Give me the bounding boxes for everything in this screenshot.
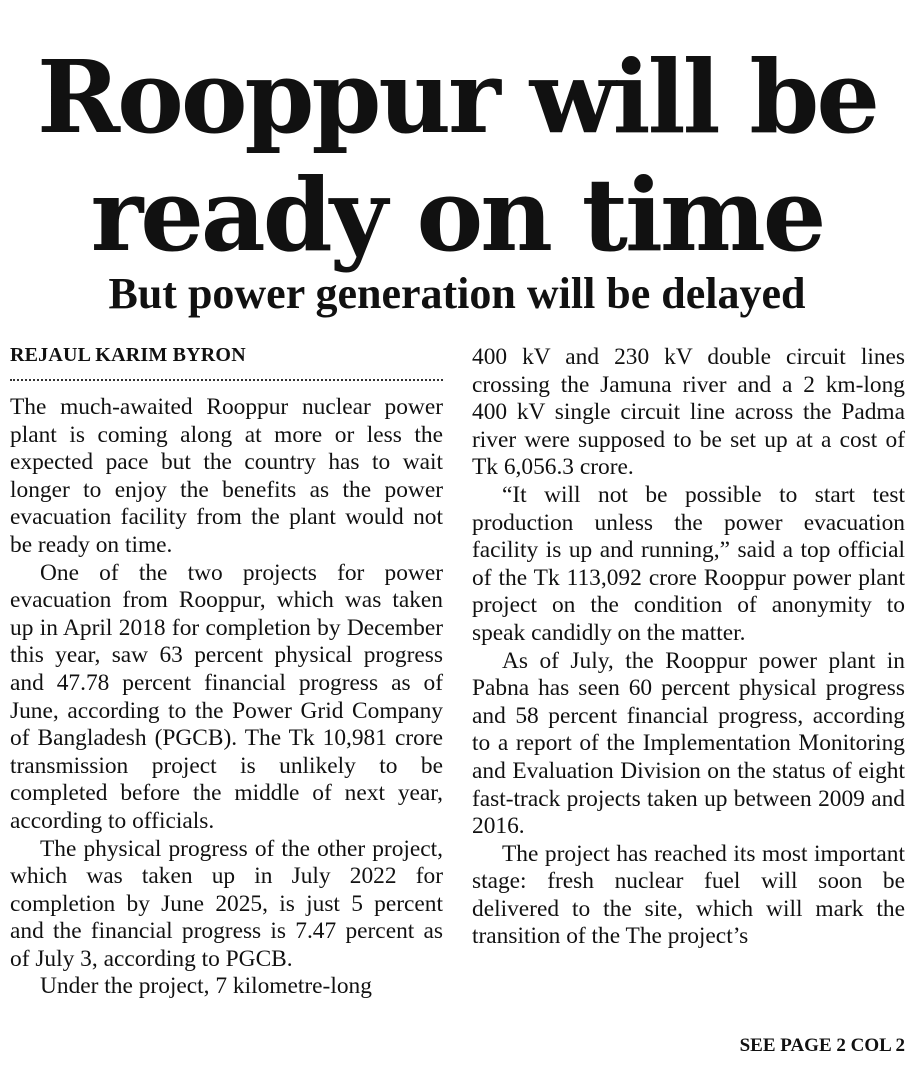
article-column-1 <box>10 394 443 1001</box>
continuation-jump: SEE PAGE 2 COL 2 <box>739 1035 905 1056</box>
byline-divider <box>10 379 443 381</box>
subheadline: But power generation will be delayed <box>108 269 806 318</box>
byline: REJAUL KARIM BYRON <box>10 344 246 366</box>
paragraph: “It will not be possible to start test production unless the power evacuation facility is up and running,” said a top official of the Tk 113,092 crore Rooppur power plant project on the condition of anonymity to speak candidly on the matter. <box>472 481 905 646</box>
paragraph: As of July, the Rooppur power plant in Pabna has seen 60 percent physical progress and 58 percent financial progress, according to a report of the Implementation Monitoring and Evaluation Division on the status of eight fast-track projects taken up between 2009 and 2016. <box>472 647 905 840</box>
paragraph: One of the two projects for power evacuation from Rooppur, which was taken up in April 2018 for completion by December this year, saw 63 percent physical progress and 47.78 percent financial progress as of June, according to the Power Grid Company of Bangladesh (PGCB). The Tk 10,981 crore transmission project is unlikely to be completed before the middle of next year, according to officials. <box>10 559 443 834</box>
headline: Rooppur will be ready on time <box>37 38 877 274</box>
article-column-2 <box>472 344 905 951</box>
paragraph: 400 kV and 230 kV double circuit lines crossing the Jamuna river and a 2 km-long 400 kV single circuit line across the Padma river were supposed to be set up at a cost of Tk 6,056.3 crore. <box>472 344 905 481</box>
paragraph: Under the project, 7 kilometre-long <box>40 973 372 1000</box>
paragraph: The much-awaited Rooppur nuclear power plant is coming along at more or less the expected pace but the country has to wait longer to enjoy the benefits as the power evacuation facility from the plant would not be ready on time. <box>10 394 443 558</box>
paragraph: The physical progress of the other project, which was taken up in July 2022 for completion by June 2025, is just 5 percent and the financial progress is 7.47 percent as of July 3, according to PGCB. <box>10 835 443 972</box>
paragraph: The project has reached its most important stage: fresh nuclear fuel will soon be delivered to the site, which will mark the transition of the The project’s <box>472 840 905 950</box>
